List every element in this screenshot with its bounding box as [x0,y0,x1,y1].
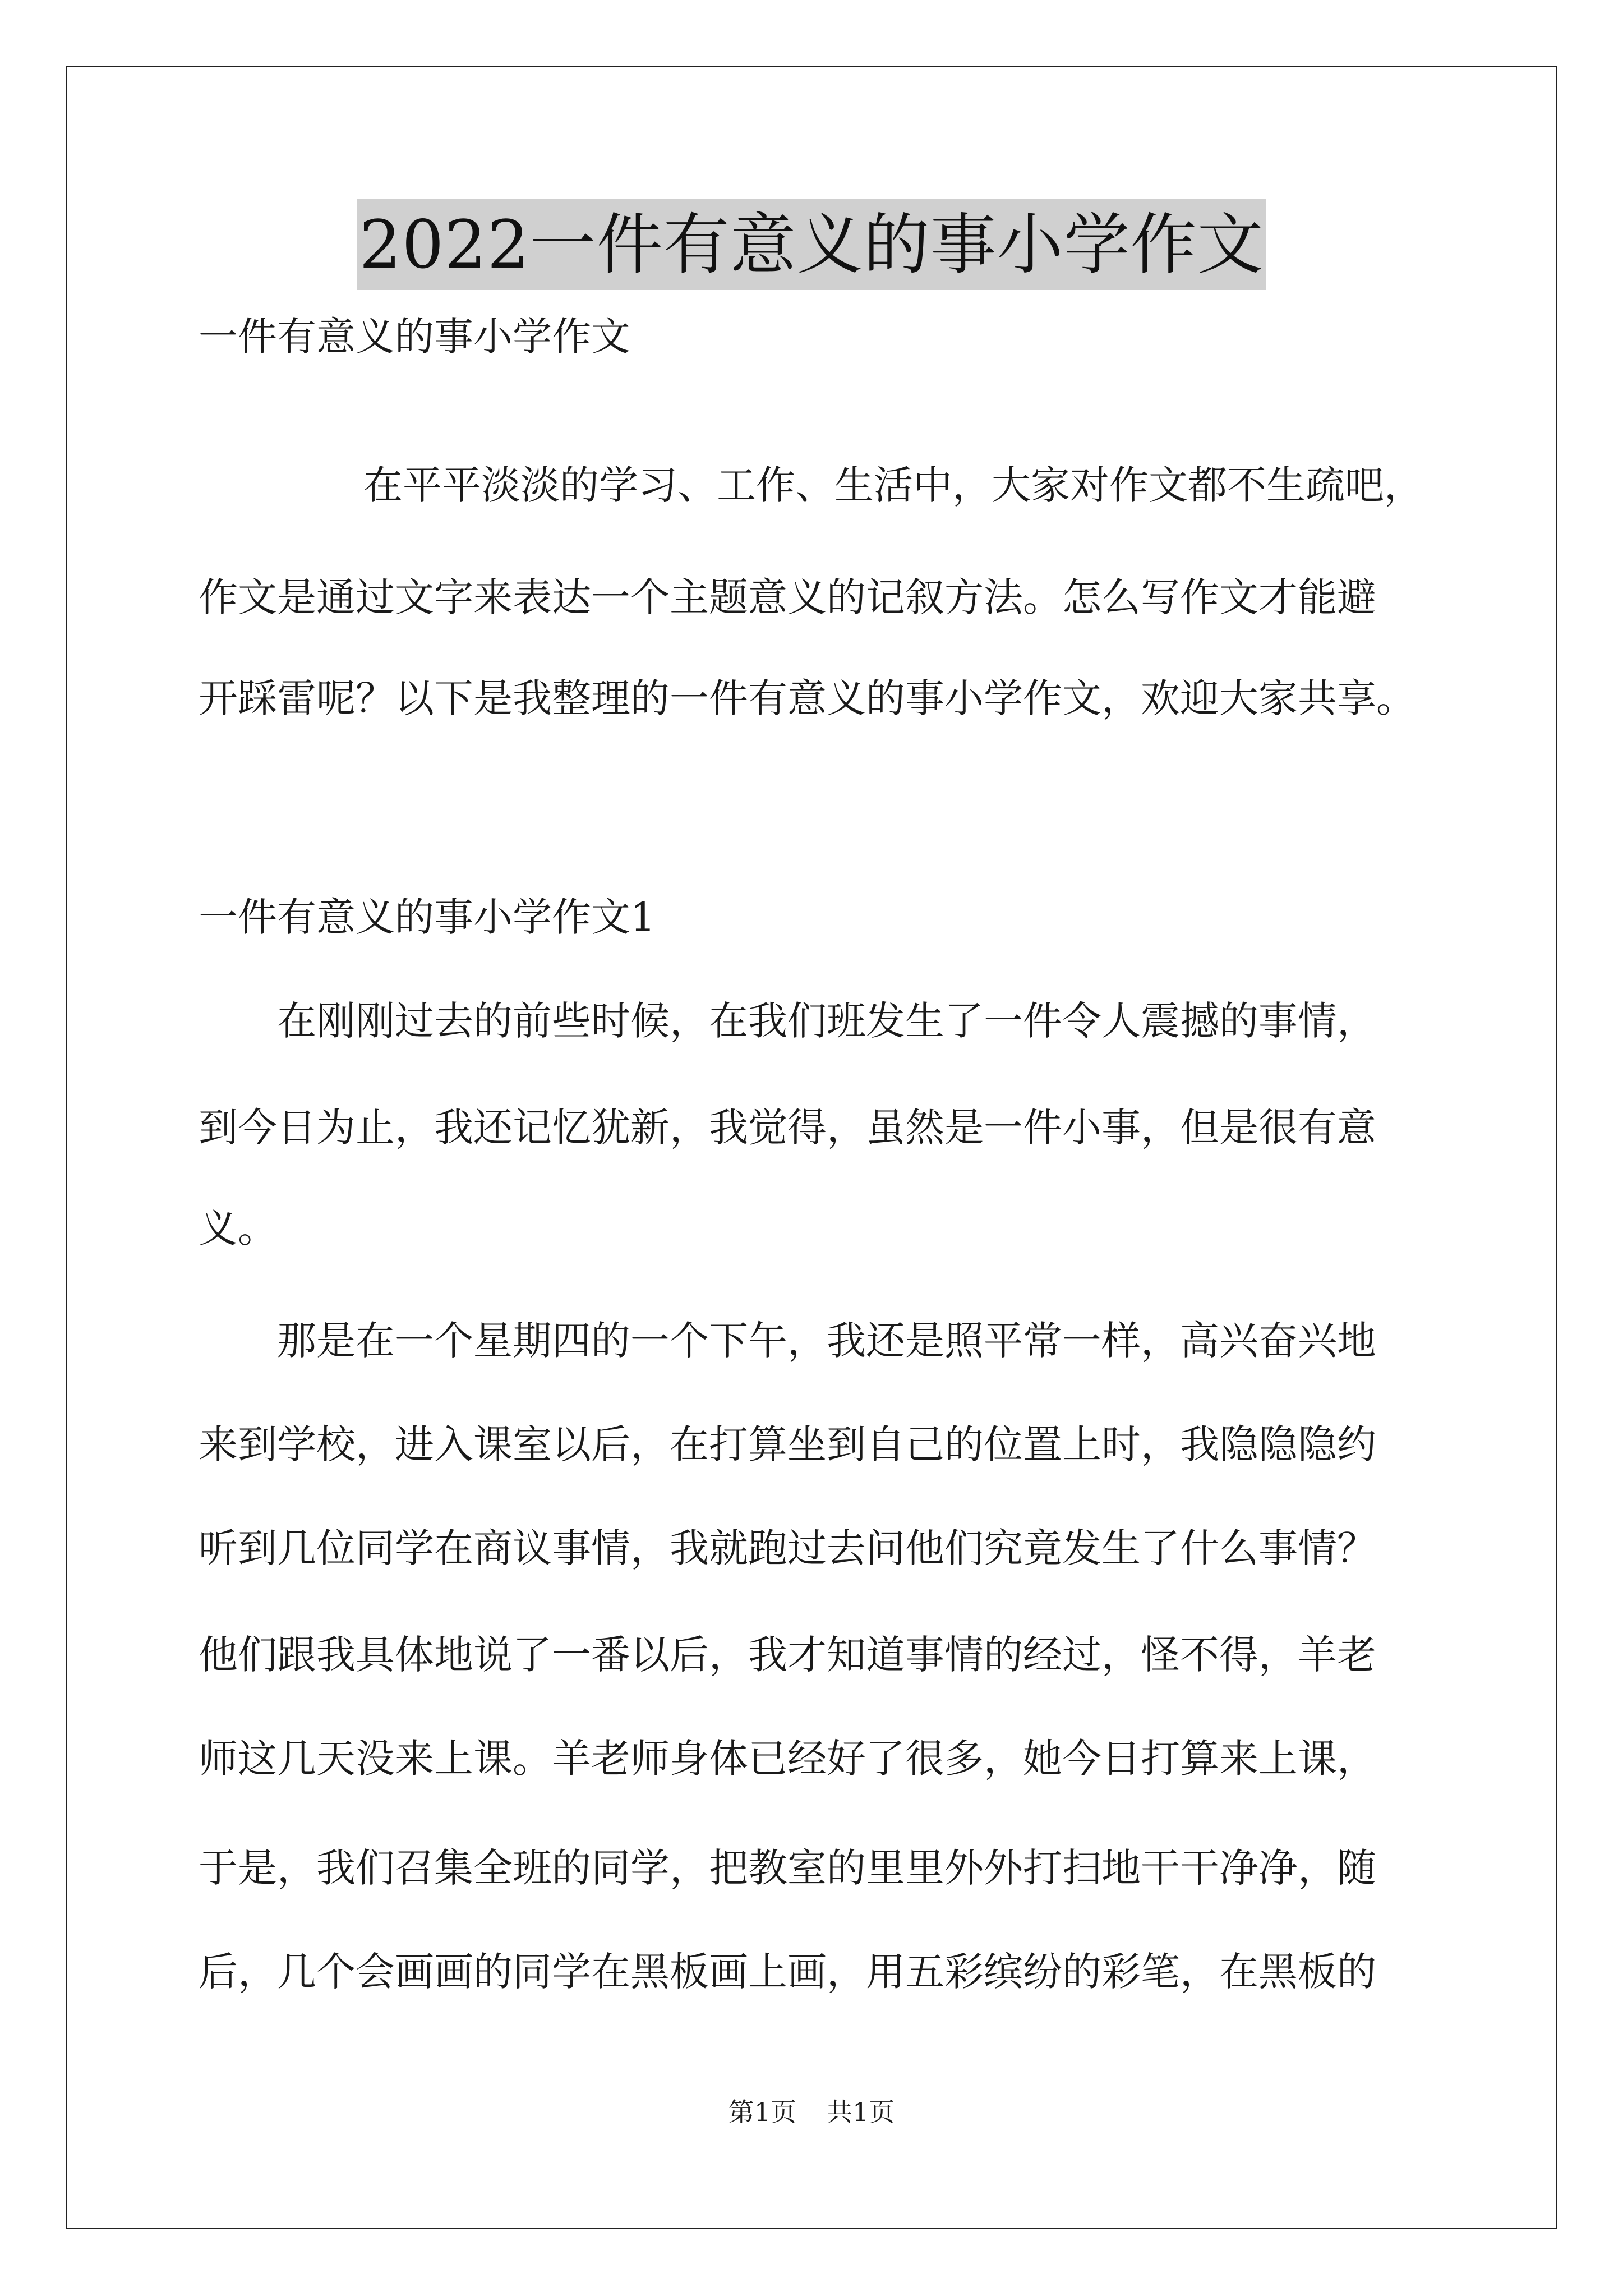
page-number: 第1页 [728,2097,796,2127]
document-title: 2022一件有意义的事小学作文 [357,199,1266,290]
intro-line-2: 作文是通过文字来表达一个主题意义的记叙方法。怎么写作文才能避 [199,574,1376,620]
page-footer [0,2095,1623,2129]
paragraph-1-line-1: 在刚刚过去的前些时候，在我们班发生了一件令人震撼的事情， [277,998,1376,1044]
paragraph-2-line-6: 于是，我们召集全班的同学，把教室的里里外外打扫地干干净净，随 [199,1845,1376,1891]
section-heading: 一件有意义的事小学作文1 [199,894,656,940]
paragraph-2-line-3: 听到几位同学在商议事情，我就跑过去问他们究竟发生了什么事情？ [199,1525,1376,1571]
intro-line-3: 开踩雷呢？以下是我整理的一件有意义的事小学作文，欢迎大家共享。 [199,675,1415,721]
paragraph-2-line-7: 后，几个会画画的同学在黑板画上画，用五彩缤纷的彩笔，在黑板的 [199,1949,1376,1995]
paragraph-1-line-2: 到今日为止，我还记忆犹新，我觉得，虽然是一件小事，但是很有意 [199,1105,1376,1151]
page-total: 共1页 [827,2097,895,2127]
paragraph-2-line-5: 师这几天没来上课。羊老师身体已经好了很多，她今日打算来上课， [199,1736,1376,1782]
paragraph-1-line-3: 义。 [199,1205,277,1251]
paragraph-2-line-4: 他们跟我具体地说了一番以后，我才知道事情的经过，怪不得，羊老 [199,1632,1376,1678]
paragraph-2-line-2: 来到学校，进入课室以后，在打算坐到自己的位置上时，我隐隐隐约 [199,1421,1376,1467]
subtitle-line: 一件有意义的事小学作文 [199,314,630,360]
intro-line-1: 在平平淡淡的学习、工作、生活中，大家对作文都不生疏吧， [363,462,1423,508]
paragraph-2-line-1: 那是在一个星期四的一个下午，我还是照平常一样，高兴奋兴地 [277,1318,1376,1364]
title-container [0,199,1623,290]
